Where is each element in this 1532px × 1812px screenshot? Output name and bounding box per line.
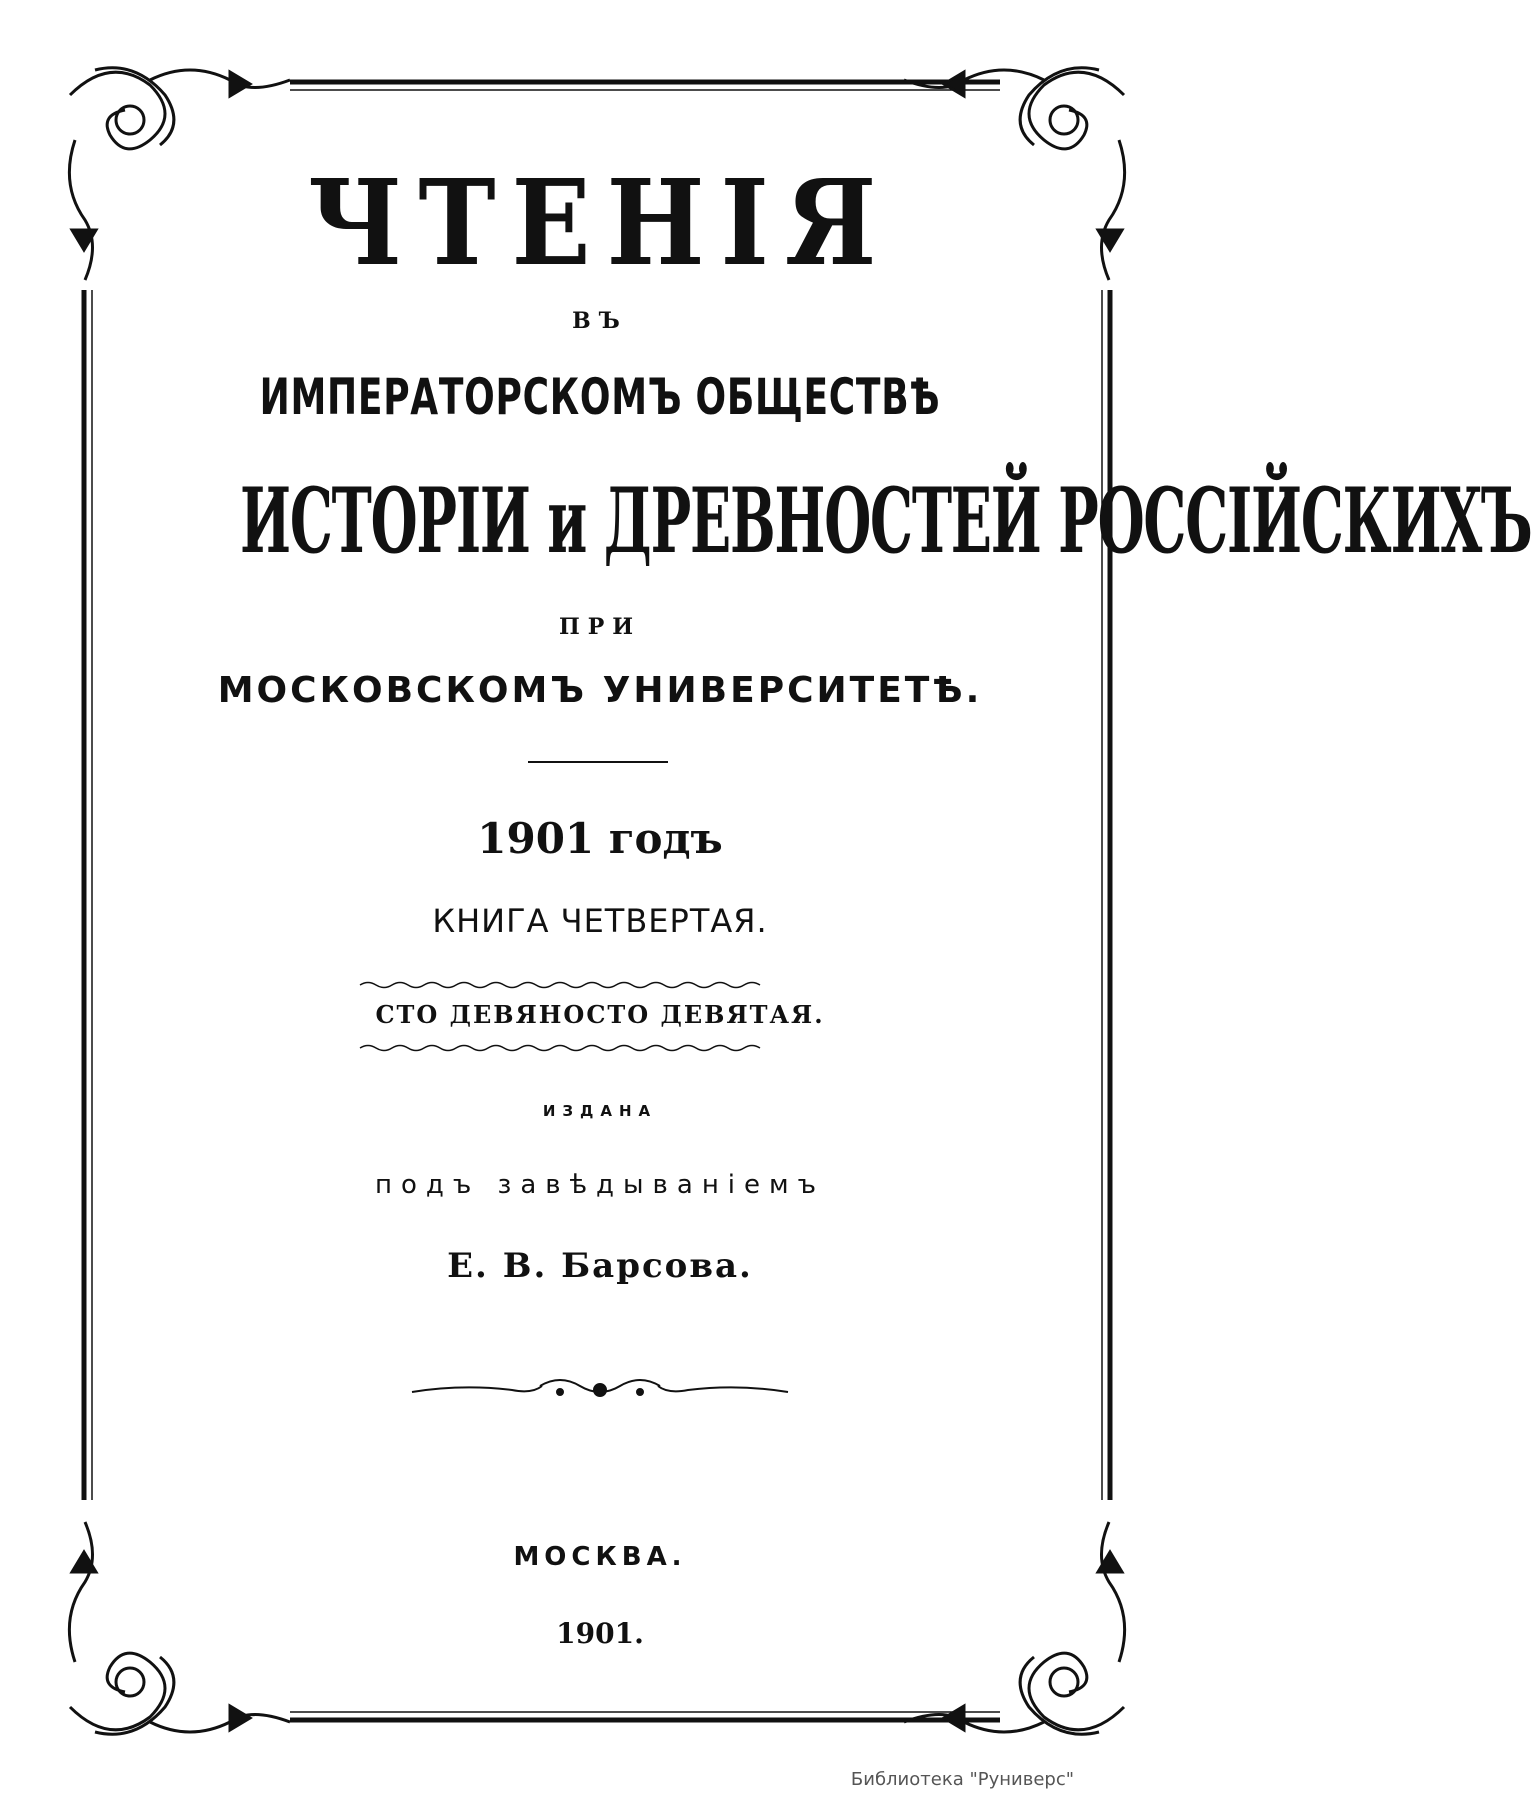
city-line: МОСКВА. [513, 1542, 687, 1572]
short-rule [528, 761, 668, 763]
university-line: МОСКОВСКОМЪ УНИВЕРСИТЕТѢ. [217, 670, 983, 711]
publication-year: 1901. [556, 1617, 644, 1650]
book-line: КНИГА ЧЕТВЕРТАЯ. [432, 902, 768, 940]
wavy-rule-bottom [360, 1046, 760, 1051]
published-label: ИЗДАНА [542, 1102, 658, 1120]
flourish-divider [412, 1380, 788, 1396]
main-title: ЧТЕНІЯ [307, 153, 893, 292]
society-line-1: ИМПЕРАТОРСКОМЪ ОБЩЕСТВѢ [259, 368, 941, 426]
editor-name: Е. В. Барсова. [447, 1246, 753, 1286]
preposition-v: ВЪ [572, 308, 628, 334]
library-watermark: Библиотека "Руниверс" [850, 1769, 1074, 1790]
society-line-2: ИСТОРІИ и ДРЕВНОСТЕЙ РОССІЙСКИХЪ [240, 468, 1532, 574]
wavy-rule-top [360, 983, 760, 988]
editorship-line: подъ завѣдываніемъ [374, 1170, 826, 1200]
book-number-line: СТО ДЕВЯНОСТО ДЕВЯТАЯ. [375, 1000, 825, 1029]
preposition-pri: ПРИ [558, 614, 642, 640]
year-heading: 1901 годъ [477, 814, 723, 863]
